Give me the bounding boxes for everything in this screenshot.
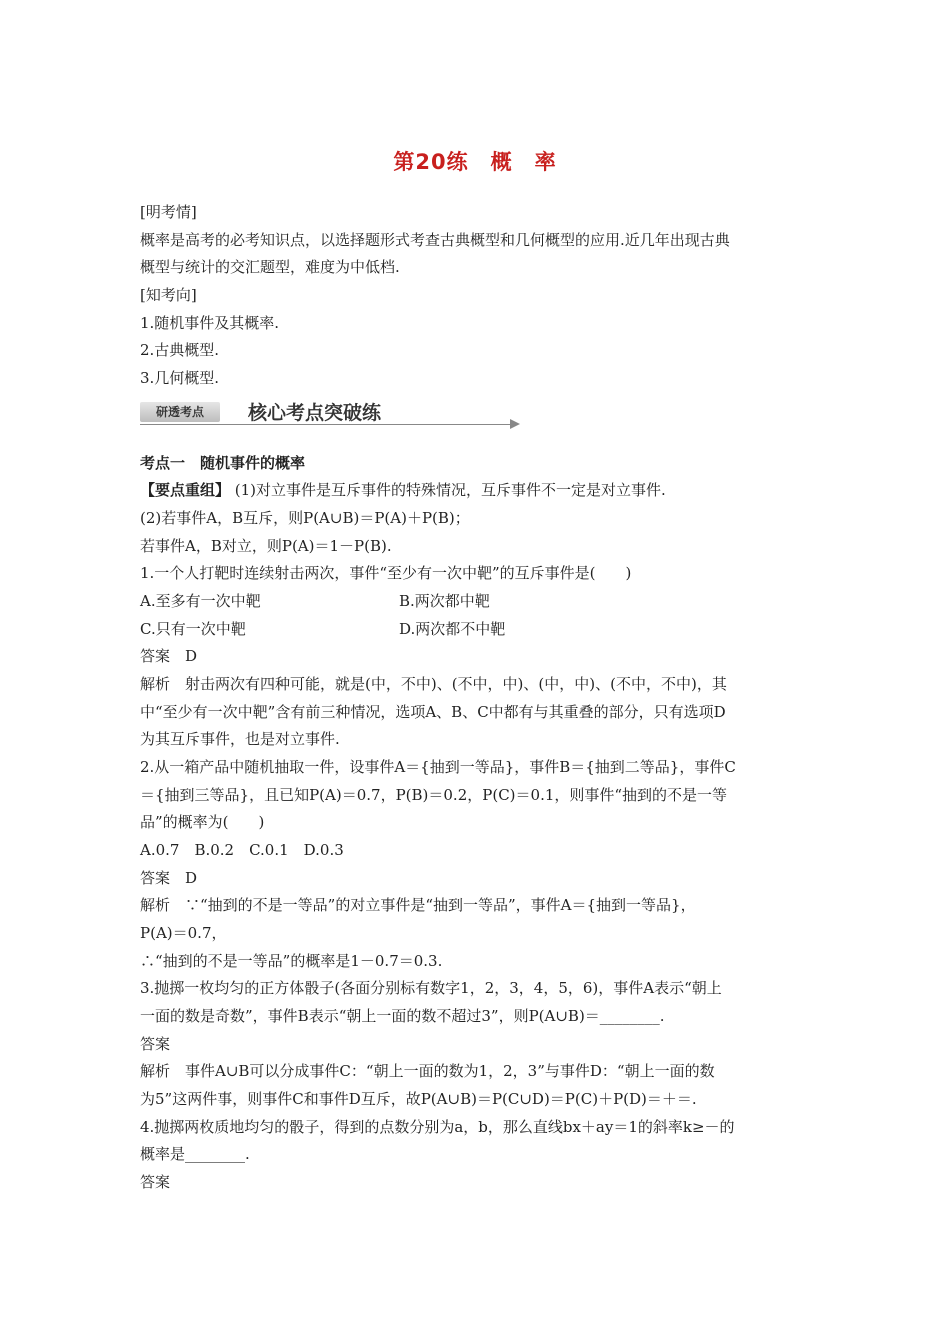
banner-title: 核心考点突破练 — [248, 402, 382, 424]
ming-line-2: 概型与统计的交汇题型，难度为中低档. — [140, 258, 400, 276]
page-title: 第20练 概 率 — [393, 150, 557, 174]
q3-answer: 答案 — [140, 1035, 171, 1053]
q2-answer: 答案 D — [140, 869, 198, 887]
zhi-item-3: 3.几何概型. — [140, 369, 220, 387]
q3-analysis-1: 解析 事件A∪B可以分成事件C：“朝上一面的数为1，2，3”与事件D：“朝上一面的数 — [140, 1062, 715, 1080]
q3-stem-2: 一面的数是奇数”，事件B表示“朝上一面的数不超过3”，则P(A∪B)＝________. — [140, 1007, 665, 1025]
q4-answer: 答案 — [140, 1173, 171, 1191]
section-heading: 考点一 随机事件的概率 — [140, 454, 306, 472]
q3-stem-1: 3.抛掷一枚均匀的正方体骰子(各面分别标有数字1，2，3，4，5，6)，事件A表示“朝上 — [140, 979, 722, 997]
arrow-right-icon — [510, 419, 520, 429]
q2-stem-3: 品”的概率为( ) — [140, 813, 265, 831]
q4-stem-2: 概率是________. — [140, 1145, 250, 1163]
q3-analysis-2: 为5”这两件事，则事件C和事件D互斥，故P(A∪B)＝P(C∪D)＝P(C)＋P(D)＝＋＝. — [140, 1090, 697, 1108]
key-line-3: 若事件A，B对立，则P(A)＝1－P(B). — [140, 537, 392, 555]
key-label: 【要点重组】 — [140, 481, 231, 499]
banner-rule — [140, 424, 512, 425]
q2-stem-1: 2.从一箱产品中随机抽取一件，设事件A＝{抽到一等品}，事件B＝{抽到二等品}，事件C — [140, 758, 736, 776]
q2-analysis-2: P(A)＝0.7， — [140, 924, 227, 942]
q1-option-a: A.至多有一次中靶 — [140, 592, 261, 610]
q1-analysis-2: 中“至少有一次中靶”含有前三种情况，选项A、B、C中都有与其重叠的部分，只有选项D — [140, 703, 726, 721]
q4-stem-1: 4.抛掷两枚质地均匀的骰子，得到的点数分别为a，b，那么直线bx＋ay＝1的斜率k≥－的 — [140, 1118, 735, 1136]
key-text: (1)对立事件是互斥事件的特殊情况，互斥事件不一定是对立事件. — [230, 481, 666, 499]
q2-analysis-3: ∴“抽到的不是一等品”的概率是1－0.7＝0.3. — [140, 952, 443, 970]
banner-tag: 研透考点 — [140, 402, 220, 422]
q1-analysis-3: 为其互斥事件，也是对立事件. — [140, 730, 340, 748]
key-line-2: (2)若事件A，B互斥，则P(A∪B)＝P(A)＋P(B)； — [140, 509, 470, 527]
ming-label: [明考情] — [140, 203, 197, 221]
q2-stem-2: ＝{抽到三等品}，且已知P(A)＝0.7，P(B)＝0.2，P(C)＝0.1，则事件“抽到的不是一等 — [140, 786, 728, 804]
q2-analysis-1: 解析 ∵“抽到的不是一等品”的对立事件是“抽到一等品”，事件A＝{抽到一等品}， — [140, 896, 696, 914]
q1-stem: 1.一个人打靶时连续射击两次，事件“至少有一次中靶”的互斥事件是( ) — [140, 564, 632, 582]
section-banner — [140, 398, 522, 432]
key-points — [140, 480, 666, 500]
q1-answer: 答案 D — [140, 647, 198, 665]
zhi-label: [知考向] — [140, 286, 197, 304]
zhi-item-1: 1.随机事件及其概率. — [140, 314, 280, 332]
q1-analysis-1: 解析 射击两次有四种可能，就是(中，不中)、(不中，中)、(中，中)、(不中，不中)，其 — [140, 675, 727, 693]
q1-option-b: B.两次都中靶 — [399, 592, 490, 610]
q2-options: A.0.7 B.0.2 C.0.1 D.0.3 — [140, 841, 344, 859]
q1-option-d: D.两次都不中靶 — [399, 620, 506, 638]
ming-line-1: 概率是高考的必考知识点，以选择题形式考查古典概型和几何概型的应用.近几年出现古典 — [140, 231, 730, 249]
q1-option-c: C.只有一次中靶 — [140, 620, 246, 638]
zhi-item-2: 2.古典概型. — [140, 341, 220, 359]
